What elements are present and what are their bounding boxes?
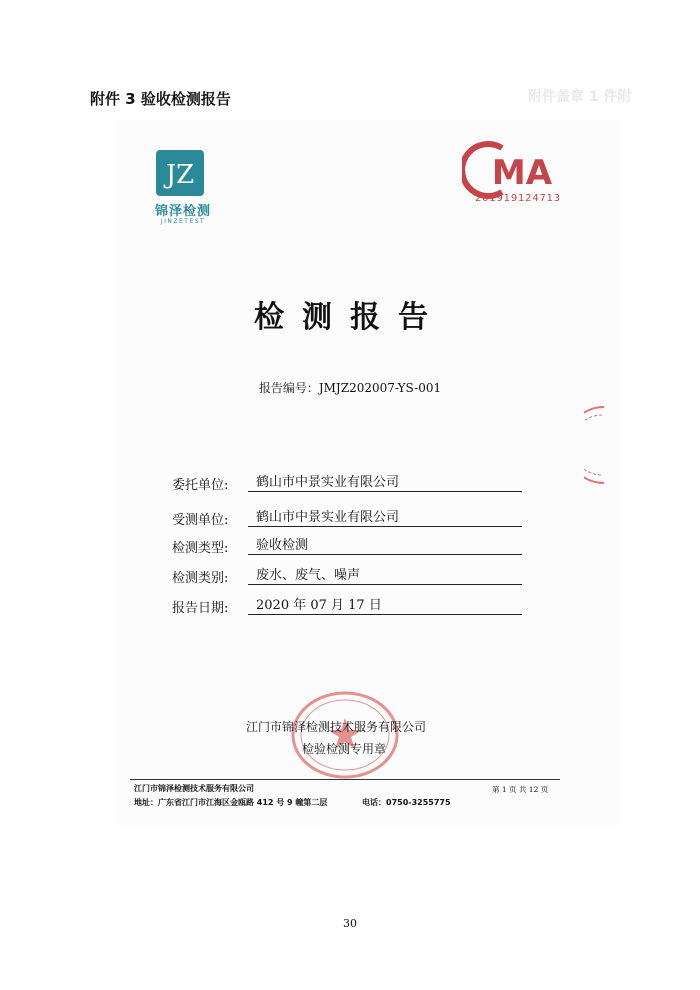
svg-text:MA: MA [491,153,553,193]
document-title: 检测报告 [254,300,446,335]
logo-english-name: JINZETEST [160,218,206,225]
page-number: 30 [343,917,357,930]
jinze-logo [148,150,218,230]
field-label: 报告日期: [172,601,229,616]
field-value: 鹤山市中景实业有限公司 [248,474,522,492]
field-label: 检测类型: [172,541,229,556]
logo-chinese-name: 锦泽检测 [154,204,211,219]
footer-divider [130,779,560,780]
footer-phone: 电话：0750-3255775 [362,798,451,807]
edge-seal-icon [584,405,604,485]
issuer-block [246,716,446,760]
annex-title: 附件 3 验收检测报告 [90,90,231,108]
cma-number: 201919124713 [475,193,561,204]
field-tested-unit [172,509,522,529]
report-number: 报告编号：JMJZ202007-YS-001 [258,381,442,395]
field-client [172,474,522,494]
field-value: 鹤山市中景实业有限公司 [248,509,522,527]
svg-text:JZ: JZ [165,160,195,190]
issuer-seal-label: 检验检测专用章 [302,742,387,756]
jz-logo-icon [156,150,204,196]
field-label: 受测单位: [172,513,229,528]
footer-company: 江门市锦泽检测技术服务有限公司 [134,784,254,793]
field-value: 2020 年 07 月 17 日 [248,597,522,615]
footer-address: 地址：广东省江门市江海区金瓯路 412 号 9 幢第二层 [134,798,328,807]
field-value: 验收检测 [248,537,522,555]
field-label: 检测类别: [172,571,229,586]
bleed-through-text: 附件盖章 1 件附 [528,89,632,105]
field-value: 废水、废气、噪声 [248,567,522,585]
field-label: 委托单位: [172,478,229,493]
field-test-type [172,537,522,557]
issuer-company: 江门市锦泽检测技术服务有限公司 [246,720,427,734]
footer-page-info: 第 1 页 共 12 页 [492,785,549,794]
field-test-category [172,567,522,587]
field-report-date [172,597,522,617]
